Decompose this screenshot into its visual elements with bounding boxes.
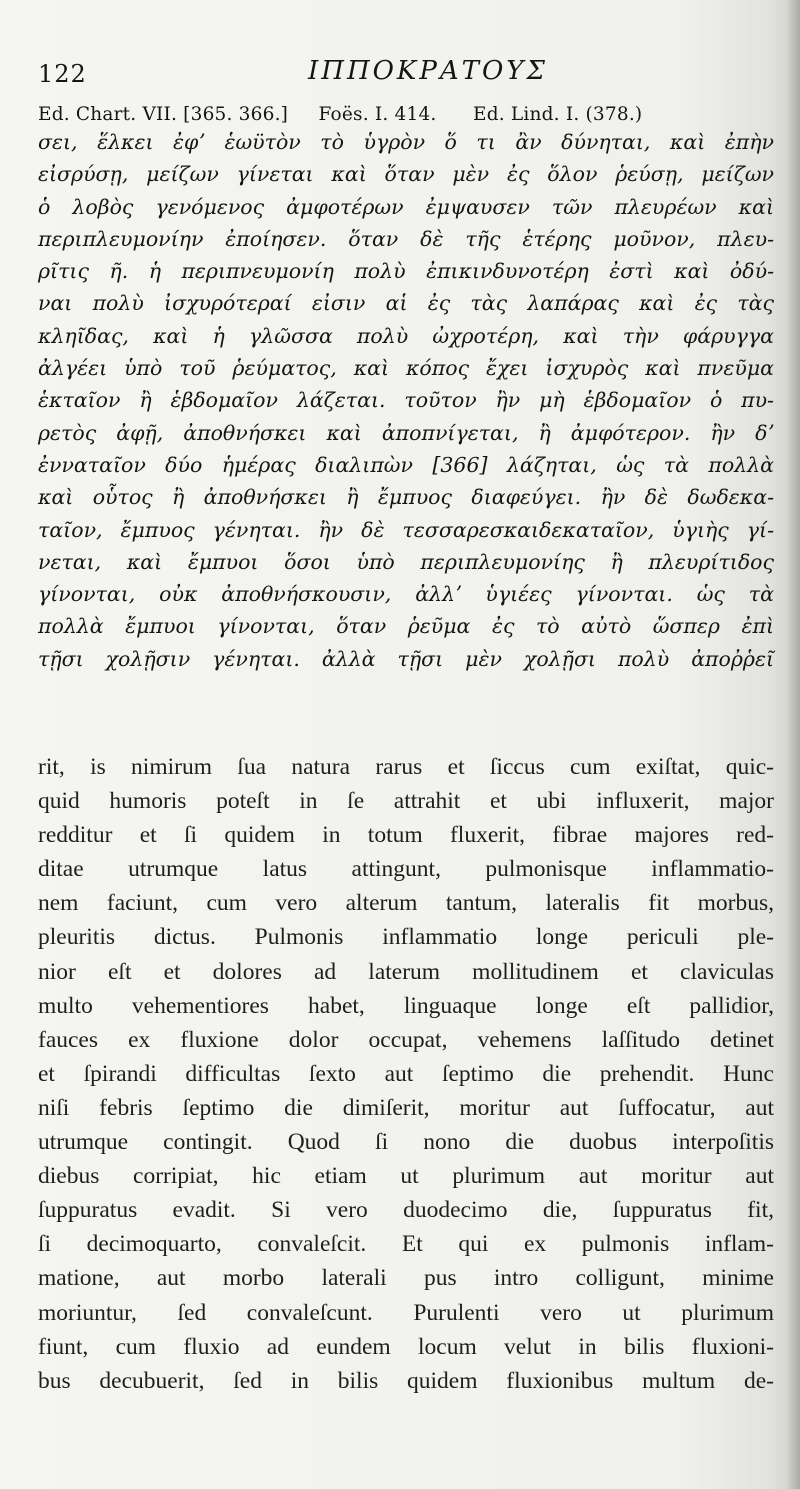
page-header <box>38 56 760 90</box>
greek-line: ἐνναταῖον δύο ἡμέρας διαλιπὼν [366] λάζηται, ὡς τὰ πολλὰ <box>38 452 774 477</box>
greek-line: τῇσι χολῇσιν γένηται. ἀλλὰ τῇσι μὲν χολῇσι πολὺ ἀποῤῥεῖ <box>38 646 774 671</box>
latin-line: pleuritis dictus. Pulmonis inflammatio longe periculi ple- <box>38 924 774 951</box>
greek-line: πολλὰ ἔμπυοι γίνονται, ὅταν ῥεῦμα ἐς τὸ αὐτὸ ὥσπερ ἐπὶ <box>38 614 774 639</box>
greek-line: ρῖτις ῆ. ἡ περιπνευμονίη πολὺ ἐπικινδυνοτέρη ἐστὶ καὶ ὀδύ- <box>38 259 774 284</box>
latin-line: moriuntur, ſed convaleſcunt. Purulenti vero ut plurimum <box>38 1299 774 1326</box>
greek-line: ναι πολὺ ἰσχυρότεραί εἰσιν αἱ ἐς τὰς λαπάρας καὶ ἐς τὰς <box>38 291 774 316</box>
latin-line: multo vehementiores habet, linguaque longe eſt pallidior, <box>38 992 774 1019</box>
latin-translation-block <box>38 750 778 1398</box>
greek-text-block <box>38 126 778 675</box>
running-title: ΙΠΠΟΚΡΑΤΟΥΣ <box>308 56 548 86</box>
latin-line: nem faciunt, cum vero alterum tantum, lateralis fit morbus, <box>38 890 774 917</box>
latin-line: et ſpirandi difficultas ſexto aut ſeptimo die prehendit. Hunc <box>38 1060 774 1087</box>
greek-line: ταῖον, ἔμπυος γένηται. ἢν δὲ τεσσαρεσκαιδεκαταῖον, ὑγιὴς γί- <box>38 517 774 542</box>
latin-line: ſi decimoquarto, convaleſcit. Et qui ex pulmonis inflam- <box>38 1231 774 1258</box>
latin-line: fiunt, cum fluxio ad eundem locum velut in bilis fluxioni- <box>38 1333 774 1360</box>
latin-line: niſi febris ſeptimo die dimiſerit, moritur aut ſuffocatur, aut <box>38 1094 774 1121</box>
greek-line: κληῖδας, καὶ ἡ γλῶσσα πολὺ ὠχροτέρη, καὶ τὴν φάρυγγα <box>38 323 774 348</box>
edition-references: Ed. Chart. VII. [365. 366.] Foës. I. 414. Ed. Lind. I. (378.) <box>38 104 643 125</box>
latin-line: nior eſt et dolores ad laterum mollitudinem et claviculas <box>38 958 774 985</box>
latin-line: rit, is nimirum ſua natura rarus et ſiccus cum exiſtat, quic- <box>38 754 774 780</box>
latin-line: ditae utrumque latus attingunt, pulmonisque inflammatio- <box>38 856 774 883</box>
latin-line: fauces ex fluxione dolor occupat, vehemens laſſitudo detinet <box>38 1026 774 1053</box>
latin-line: ſuppuratus evadit. Si vero duodecimo die, ſuppuratus fit, <box>38 1197 774 1224</box>
greek-line: ὁ λοβὸς γενόμενος ἀμφοτέρων ἐμψαυσεν τῶν πλευρέων καὶ <box>38 194 774 219</box>
latin-line: utrumque contingit. Quod ſi nono die duobus interpoſitis <box>38 1129 774 1156</box>
greek-line: γίνονται, οὐκ ἀποθνήσκουσιν, ἀλλʼ ὑγιέες γίνονται. ὡς τὰ <box>38 582 774 607</box>
greek-line: σει, ἕλκει ἐφʼ ἑωϋτὸν τὸ ὑγρὸν ὅ τι ἂν δύνηται, καὶ ἐπὴν <box>38 130 774 154</box>
greek-line: εἰσρύσῃ, μείζων γίνεται καὶ ὅταν μὲν ἐς ὅλον ῥεύσῃ, μείζων <box>38 162 774 187</box>
page-number: 122 <box>38 60 87 88</box>
greek-line: νεται, καὶ ἔμπυοι ὅσοι ὑπὸ περιπλευμονίης ἢ πλευρίτιδος <box>38 549 774 574</box>
page-edge-shadow <box>786 0 800 1489</box>
greek-line: ἀλγέει ὑπὸ τοῦ ῥεύματος, καὶ κόπος ἔχει ἰσχυρὸς καὶ πνεῦμα <box>38 356 774 381</box>
latin-line: matione, aut morbo laterali pus intro colligunt, minime <box>38 1265 774 1292</box>
latin-line: redditur et ſi quidem in totum fluxerit, fibrae majores red- <box>38 822 774 849</box>
latin-line: bus decubuerit, ſed in bilis quidem fluxionibus multum de- <box>38 1367 774 1394</box>
greek-line: ρετὸς ἀφῇ, ἀποθνήσκει καὶ ἀποπνίγεται, ἢ ἀμφότερον. ἢν δʼ <box>38 420 774 445</box>
greek-line: περιπλευμονίην ἐποίησεν. ὅταν δὲ τῆς ἑτέρης μοῦνον, πλευ- <box>38 226 774 251</box>
greek-line: ἑκταῖον ἢ ἑβδομαῖον λάζεται. τοῦτον ἢν μὴ ἑβδομαῖον ὁ πυ- <box>38 388 774 413</box>
latin-line: diebus corripiat, hic etiam ut plurimum aut moritur aut <box>38 1163 774 1190</box>
latin-line: quid humoris poteſt in ſe attrahit et ubi influxerit, major <box>38 788 774 815</box>
greek-line: καὶ οὗτος ἢ ἀποθνήσκει ἢ ἔμπυος διαφεύγει. ἢν δὲ δωδεκα- <box>38 485 774 510</box>
